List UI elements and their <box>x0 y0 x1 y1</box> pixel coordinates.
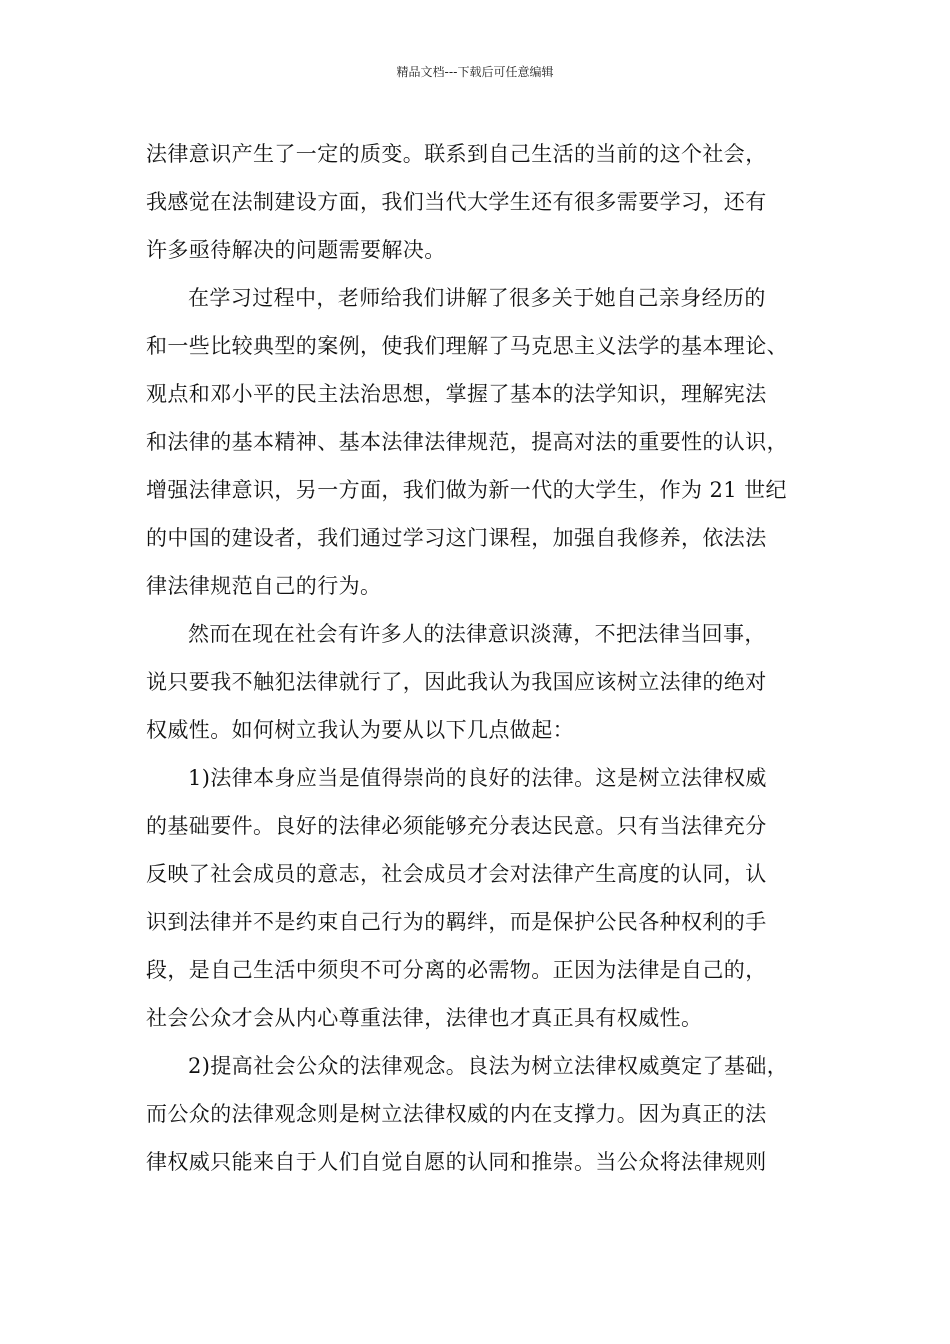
text-line: 增强法律意识，另一方面，我们做为新一代的大学生，作为 21 世纪 <box>146 478 787 502</box>
text-line: 而公众的法律观念则是树立法律权威的内在支撑力。因为真正的法 <box>146 1102 767 1126</box>
text-line: 律法律规范自己的行为。 <box>146 574 382 598</box>
text-line: 社会公众才会从内心尊重法律，法律也才真正具有权威性。 <box>146 1006 703 1030</box>
text-line: 说只要我不触犯法律就行了，因此我认为我国应该树立法律的绝对 <box>146 670 767 694</box>
text-line: 我感觉在法制建设方面，我们当代大学生还有很多需要学习，还有 <box>146 190 767 214</box>
text-line: 律权威只能来自于人们自觉自愿的认同和推崇。当公众将法律规则 <box>146 1150 767 1174</box>
paragraph-start-line: 1)法律本身应当是值得崇尚的良好的法律。这是树立法律权威 <box>188 766 767 790</box>
text-line: 法律意识产生了一定的质变。联系到自己生活的当前的这个社会， <box>146 142 767 166</box>
text-line: 反映了社会成员的意志，社会成员才会对法律产生高度的认同，认 <box>146 862 767 886</box>
page-header: 精品文档---下载后可任意编辑 <box>396 65 554 79</box>
text-line: 观点和邓小平的民主法治思想，掌握了基本的法学知识，理解宪法 <box>146 382 767 406</box>
paragraph-start-line: 在学习过程中，老师给我们讲解了很多关于她自己亲身经历的 <box>188 286 766 310</box>
paragraph-start-line: 2)提高社会公众的法律观念。良法为树立法律权威奠定了基础， <box>188 1054 789 1078</box>
document-body <box>146 130 822 1186</box>
text-line: 的中国的建设者，我们通过学习这门课程，加强自我修养，依法法 <box>146 526 767 550</box>
text-line: 和法律的基本精神、基本法律法律规范，提高对法的重要性的认识， <box>146 430 788 454</box>
text-line: 和一些比较典型的案例，使我们理解了马克思主义法学的基本理论、 <box>146 334 788 358</box>
text-line: 的基础要件。良好的法律必须能够充分表达民意。只有当法律充分 <box>146 814 767 838</box>
text-line: 许多亟待解决的问题需要解决。 <box>146 238 446 262</box>
text-line: 识到法律并不是约束自己行为的羁绊，而是保护公民各种权利的手 <box>146 910 767 934</box>
text-line: 段，是自己生活中须臾不可分离的必需物。正因为法律是自己的， <box>146 958 767 982</box>
paragraph-start-line: 然而在现在社会有许多人的法律意识淡薄，不把法律当回事， <box>188 622 766 646</box>
text-line: 权威性。如何树立我认为要从以下几点做起： <box>146 718 574 742</box>
